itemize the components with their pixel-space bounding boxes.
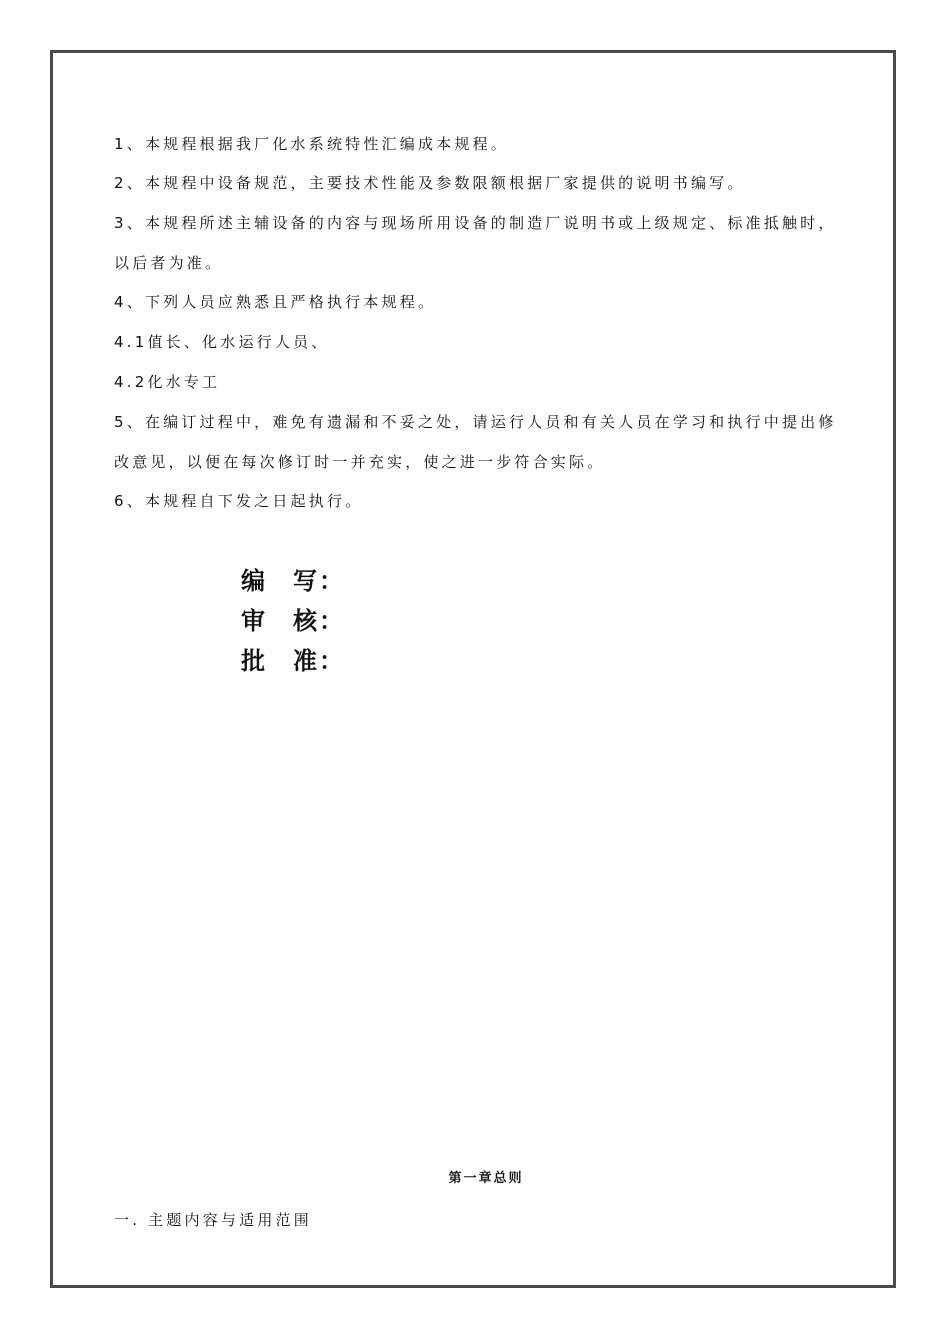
signature-approver: 批 准：	[241, 647, 345, 675]
preface-line-4: 4、下列人员应熟悉且严格执行本规程。	[114, 293, 437, 311]
preface-line-2: 2、本规程中设备规范，主要技术性能及参数限额根据厂家提供的说明书编写。	[114, 174, 746, 192]
preface-line-4-2: 4.2化水专工	[114, 373, 221, 391]
preface-line-6: 6、本规程自下发之日起执行。	[114, 492, 364, 510]
signature-reviewer: 审 核：	[241, 607, 345, 635]
preface-line-1: 1、本规程根据我厂化水系统特性汇编成本规程。	[114, 135, 509, 153]
preface-line-3-cont: 以后者为准。	[114, 254, 224, 272]
preface-line-4-1: 4.1值长、化水运行人员、	[114, 333, 330, 351]
page-border	[50, 50, 896, 1288]
chapter-title: 第一章总则	[448, 1171, 524, 1186]
preface-line-3: 3、本规程所述主辅设备的内容与现场所用设备的制造厂说明书或上级规定、标准抵触时，	[114, 214, 837, 232]
preface-line-5: 5、在编订过程中，难免有遗漏和不妥之处，请运行人员和有关人员在学习和执行中提出修	[114, 413, 837, 431]
preface-line-5-cont: 改意见，以便在每次修订时一并充实，使之进一步符合实际。	[114, 453, 606, 471]
signature-writer: 编 写：	[241, 567, 345, 595]
section-heading: 一. 主题内容与适用范围	[114, 1211, 312, 1229]
